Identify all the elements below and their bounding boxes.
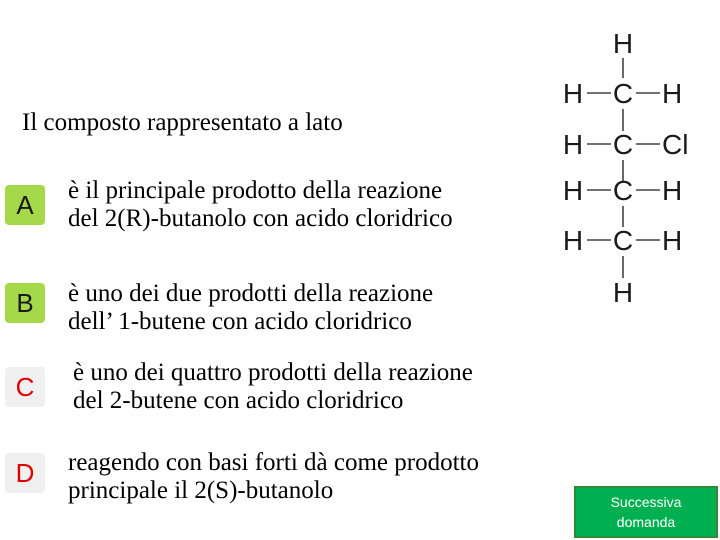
option-a-line2: del 2(R)-butanolo con acido cloridrico (68, 205, 453, 232)
option-a-badge[interactable]: A (5, 185, 45, 225)
atom-row4-right: H (662, 225, 683, 256)
option-d-badge[interactable]: D (5, 453, 45, 493)
atom-bottom-h: H (612, 277, 634, 308)
option-d-text[interactable] (68, 449, 479, 505)
option-d-line1: reagendo con basi forti dà come prodotto (68, 449, 479, 476)
option-c-line2: del 2-butene con acido cloridrico (73, 387, 404, 414)
option-b-text[interactable] (68, 280, 433, 336)
atom-row2-left: H (562, 129, 584, 160)
option-d-line2: principale il 2(S)-butanolo (68, 477, 334, 504)
atom-top-h: H (612, 28, 634, 59)
atom-row3-left: H (562, 175, 584, 206)
next-question-button[interactable] (574, 486, 718, 538)
atom-row3-right: H (662, 175, 683, 206)
option-b-badge[interactable]: B (5, 283, 45, 323)
atom-row1-center: C (612, 78, 634, 109)
next-button-line2: domanda (616, 514, 676, 530)
option-c-line1: è uno dei quattro prodotti della reazione (73, 359, 473, 386)
option-c-badge[interactable]: C (5, 367, 45, 407)
next-button-line1: Successiva (610, 494, 682, 510)
question-text: Il composto rappresentato a lato (22, 109, 343, 136)
atom-row1-right: H (662, 78, 683, 109)
option-a-text[interactable] (68, 177, 453, 233)
atom-row1-left: H (562, 78, 584, 109)
atom-row3-center: C (612, 175, 634, 206)
atom-row4-center: C (612, 225, 634, 256)
atom-row2-right: Cl (662, 129, 689, 160)
atom-row2-center: C (612, 129, 634, 160)
atom-row4-left: H (562, 225, 584, 256)
option-c-text[interactable] (73, 359, 473, 415)
option-b-line1: è uno dei due prodotti della reazione (68, 280, 434, 307)
option-a-line1: è il principale prodotto della reazione (68, 177, 443, 204)
structural-formula (556, 20, 696, 310)
option-b-line2: dell’ 1-butene con acido cloridrico (68, 308, 412, 335)
